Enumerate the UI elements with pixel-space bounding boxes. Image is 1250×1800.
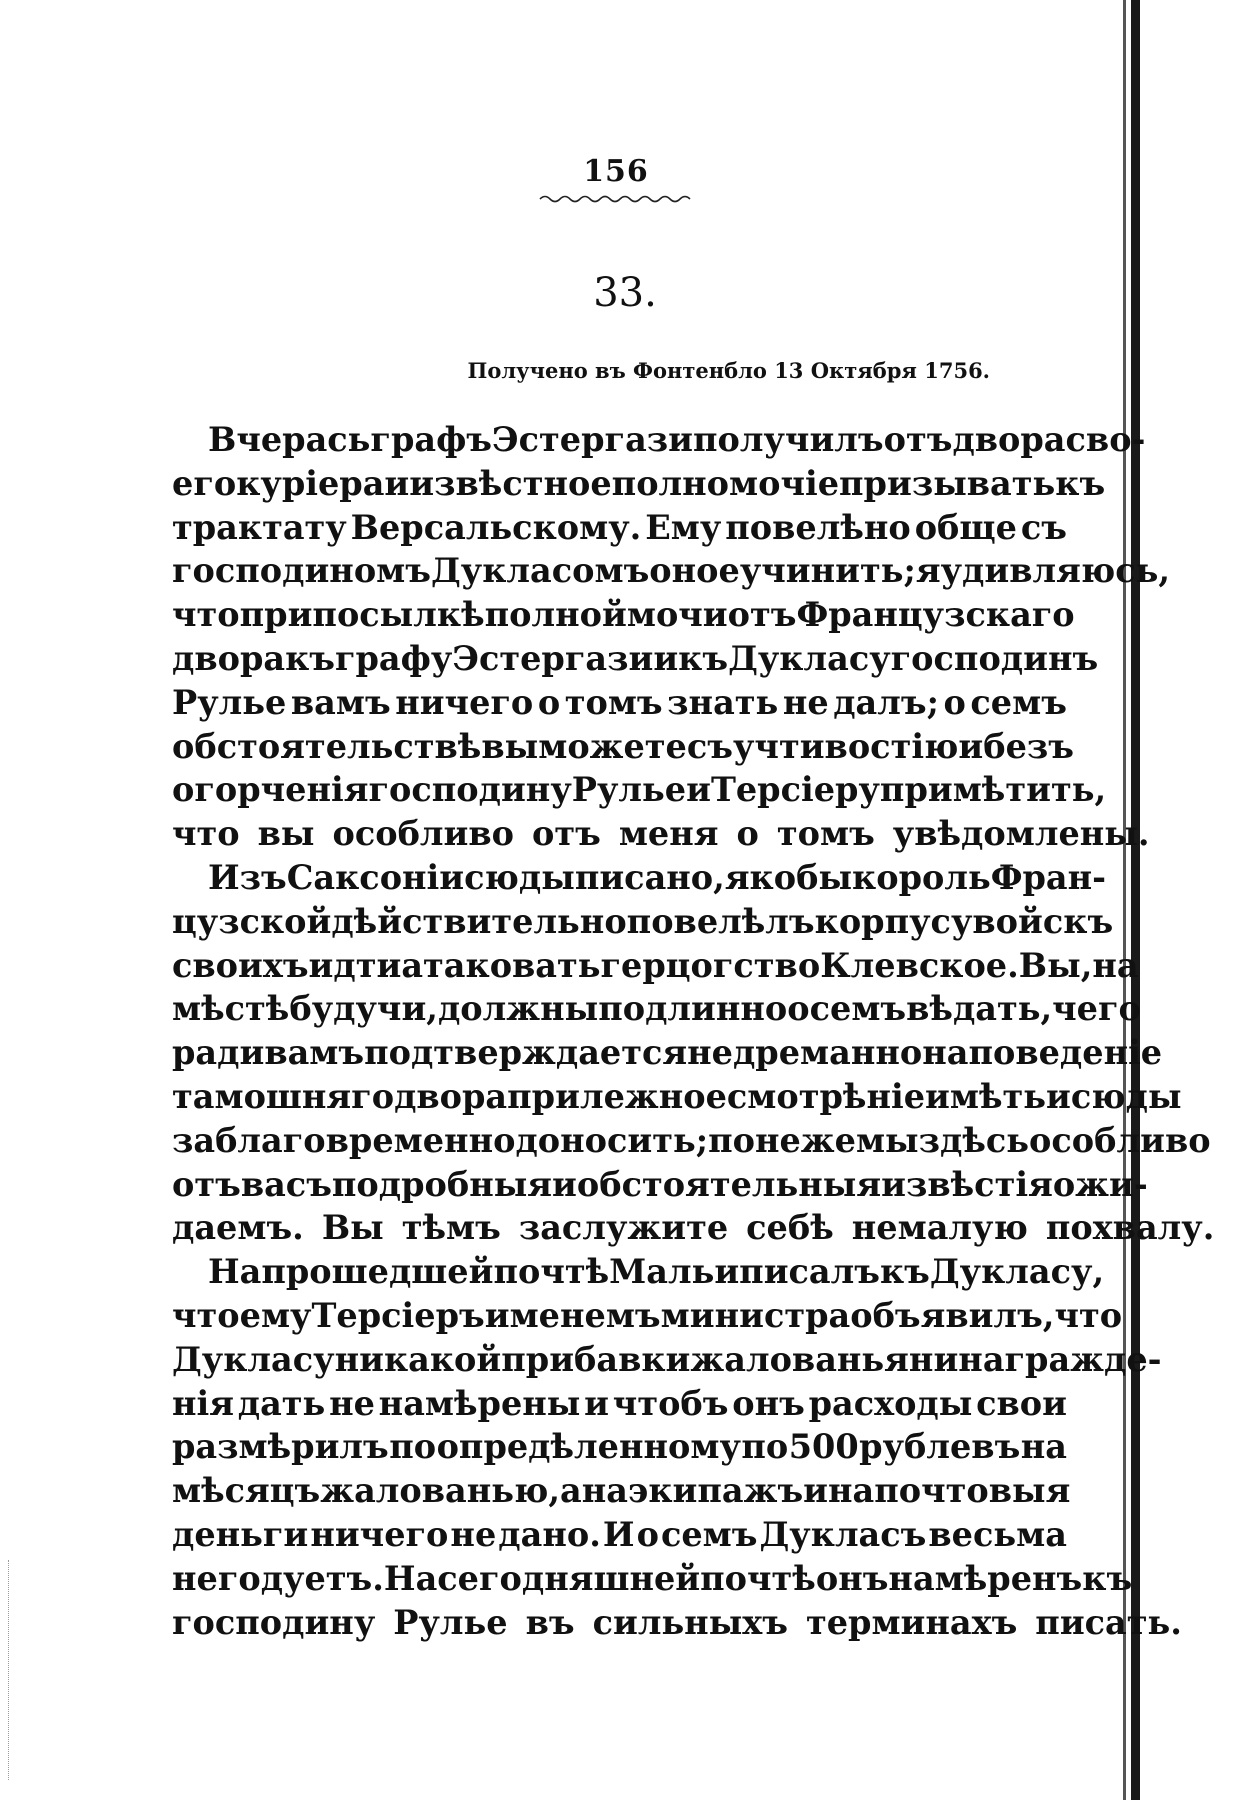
text-line: Дукласу никакой прибавки жалованья ни награжде- bbox=[172, 1339, 1162, 1379]
text-line: господину Рулье въ сильныхъ терминахъ писать. bbox=[172, 1602, 1182, 1642]
text-line: своихъ идти атаковать герцогство Клевское. Вы, на bbox=[172, 945, 1139, 985]
text-line: Вчерась графъ Эстергази получилъ отъ двора сво- bbox=[208, 420, 1146, 459]
text-line: Рулье вамъ ничего о томъ знать не далъ; о семъ bbox=[172, 682, 1067, 722]
text-line: что при посылкѣ полной мочи отъ Французскаго bbox=[172, 595, 1075, 635]
letter-body bbox=[172, 418, 1215, 1644]
wavy-rule-ornament bbox=[538, 192, 694, 206]
text-line: огорченія господину Рулье и Терсіеру примѣтить, bbox=[172, 770, 1107, 810]
received-date-line: Получено въ Фонтенбло 13 Октября 1756. bbox=[467, 358, 990, 383]
text-line: негодуетъ. На сегодняшней почтѣ онъ намѣренъ къ bbox=[172, 1558, 1133, 1598]
scan-specks bbox=[8, 1560, 11, 1780]
text-line: двора къ графу Эстергази и къ Дукласу господинъ bbox=[172, 638, 1099, 678]
text-line: что вы особливо отъ меня о томъ увѣдомлены. bbox=[172, 814, 1150, 854]
section-number: 33. bbox=[593, 270, 657, 316]
text-line: мѣстѣ будучи, должны подлинно о семъ вѣдать, чего bbox=[172, 989, 1141, 1029]
text-line: мѣсяцъ жалованью, а на экипажъ и на почтовыя bbox=[172, 1471, 1071, 1511]
text-line: деньги ничего не дано. И о семъ Дукласъ весьма bbox=[172, 1514, 1067, 1554]
text-line: его куріера и извѣстное полномочіе призывать къ bbox=[172, 463, 1106, 503]
text-line: размѣрилъ по опредѣленному по 500 рублевъ на bbox=[172, 1427, 1067, 1467]
text-line: даемъ. Вы тѣмъ заслужите себѣ немалую похвалу. bbox=[172, 1208, 1215, 1248]
text-line: тамошняго двора прилежное смотрѣніе имѣть и сюды bbox=[172, 1076, 1182, 1116]
text-line: цузской дѣйствительно повелѣлъ корпусу войскъ bbox=[172, 901, 1114, 941]
text-line: отъ васъ подробныя и обстоятельныя извѣстія ожи- bbox=[172, 1164, 1148, 1204]
page-number: 156 bbox=[583, 154, 649, 189]
text-line: заблаговременно доносить; понеже мы здѣсь особливо bbox=[172, 1120, 1211, 1160]
text-line: нія дать не намѣрены и чтобъ онъ расходы свои bbox=[172, 1383, 1067, 1423]
text-line: На прошедшей почтѣ Мальи писалъ къ Дукласу, bbox=[208, 1252, 1105, 1292]
text-line: ради вамъ подтверждается недреманно на поведеніе bbox=[172, 1033, 1163, 1073]
text-line: обстоятельствѣ вы можете съ учтивостію и безъ bbox=[172, 726, 1075, 766]
text-line: что ему Терсіеръ именемъ министра объявилъ, что bbox=[172, 1295, 1123, 1335]
text-line: господиномъ Дукласомъ оное учинить; я удивляюсь, bbox=[172, 551, 1171, 591]
text-line: Изъ Саксоніи сюды писано, якобы король Фран- bbox=[208, 857, 1107, 897]
text-line: трактату Версальскому. Ему повелѣно обще съ bbox=[172, 507, 1067, 547]
